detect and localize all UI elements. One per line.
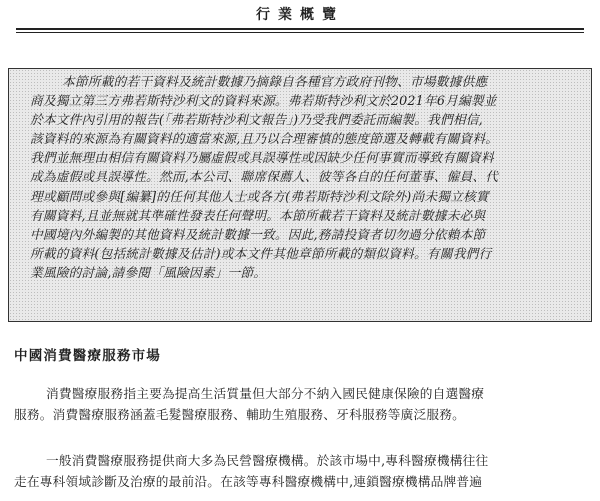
paragraph-line: 一般消費醫療服務提供商大多為民營醫療機構。於該市場中,專科醫療機構往往: [46, 453, 489, 468]
disclaimer-line: 理或顧問或參與[編纂]的任何其他人士或各方(弗若斯特沙利文除外)尚未獨立核實: [30, 188, 489, 204]
paragraph-line: 服務。消費醫療服務涵蓋毛髮醫療服務、輔助生殖服務、牙科服務等廣泛服務。: [14, 407, 466, 422]
paragraph-line: 消費醫療服務指主要為提高生活質量但大部分不納入國民健康保險的自選醫療: [46, 386, 485, 401]
disclaimer-text: [30, 72, 586, 282]
section-heading: 中國消費醫療服務市場: [14, 348, 161, 364]
header-rule-thick: [16, 28, 584, 30]
body-paragraph: [14, 383, 588, 425]
body-paragraph: [14, 450, 588, 492]
disclaimer-line: 中國境內外編製的其他資料及統計數據一致。因此,務請投資者切勿過分依賴本節: [30, 226, 486, 242]
disclaimer-line: 該資料的來源為有關資料的適當來源,且乃以合理審慎的態度節選及轉載有關資料。: [30, 131, 499, 147]
disclaimer-line: 成為虛假或具誤導性。然而,本公司、聯席保薦人、彼等各自的任何董事、僱員、代: [30, 169, 499, 185]
disclaimer-line: 所載的資料(包括統計數據及估計)或本文件其他章節所載的類似資料。有關我們行: [30, 245, 492, 261]
disclaimer-line: 商及獨立第三方弗若斯特沙利文的資料來源。弗若斯特沙利文於2021年6月編製並: [30, 93, 497, 109]
disclaimer-line: 業風險的討論,請參閱「風險因素」一節。: [30, 264, 267, 280]
header-rule-thin: [16, 32, 584, 33]
paragraph-line: 走在專科領域診斷及治療的最前沿。在該等專科醫療機構中,連鎖醫療機構品牌普遍: [14, 474, 483, 489]
disclaimer-line: 本節所載的若干資料及統計數據乃摘錄自各種官方政府刊物、市場數據供應: [62, 74, 488, 89]
disclaimer-line: 有關資料,且並無就其準確性發表任何聲明。本節所載若干資料及統計數據未必與: [30, 207, 486, 223]
disclaimer-line: 於本文件內引用的報告(「弗若斯特沙利文報告」)乃受我們委託而編製。我們相信,: [30, 112, 483, 128]
disclaimer-line: 我們並無理由相信有關資料乃屬虛假或具誤導性或因缺少任何事實而導致有關資料: [30, 150, 494, 166]
page-header-title: 行業概覽: [256, 7, 344, 23]
